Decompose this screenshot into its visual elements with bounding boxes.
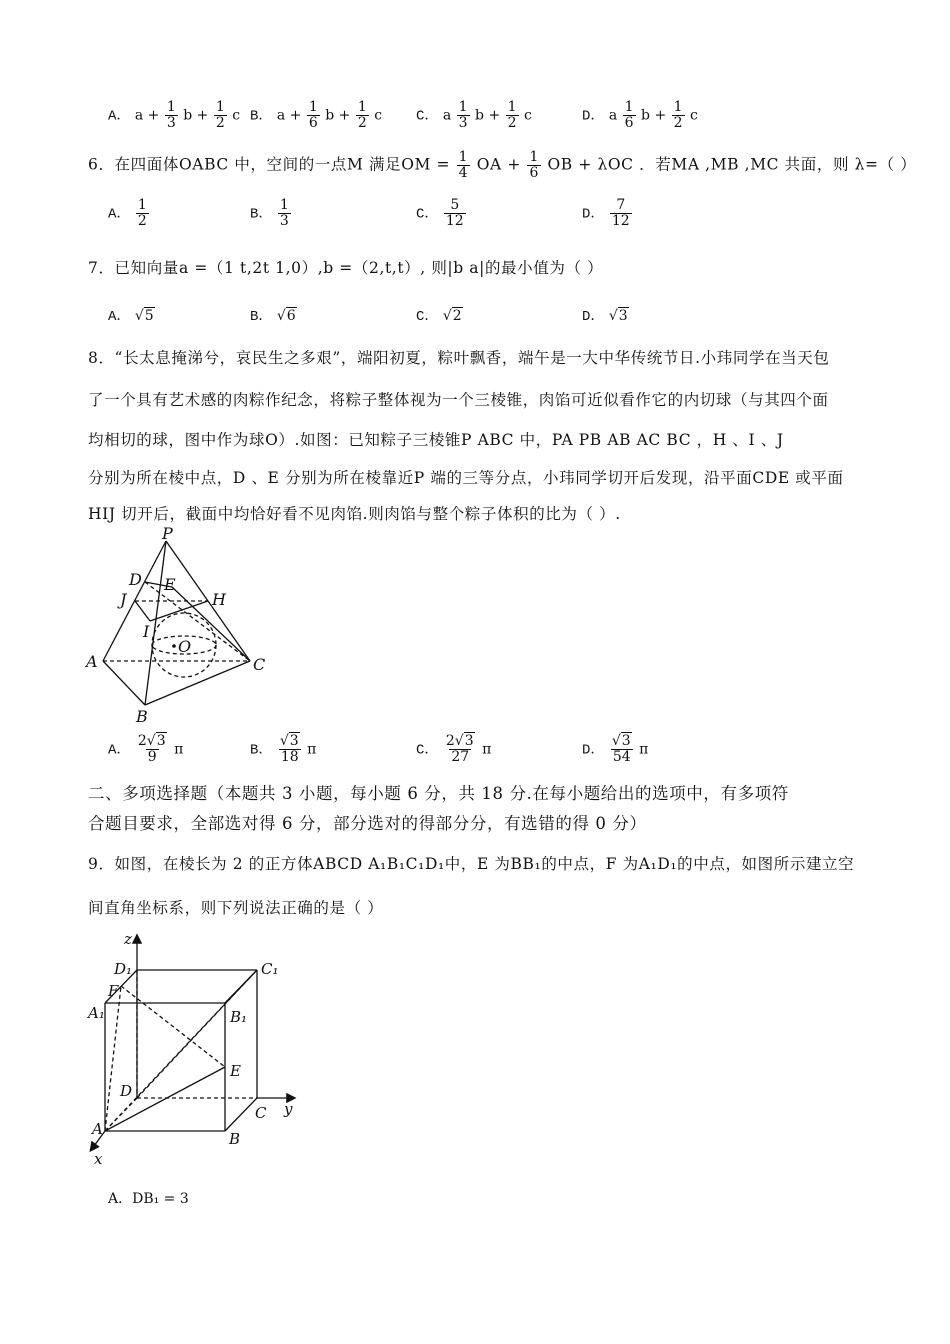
- q8-line-2: 了一个具有艺术感的肉粽作纪念，将粽子整体视为一个三棱锥，肉馅可近似看作它的内切球（与其四个面: [88, 391, 829, 409]
- fraction: $\frac{1}{4}$: [458, 149, 469, 181]
- edge-bc: [145, 661, 250, 705]
- fraction: $\frac{1}{6}$: [624, 99, 634, 131]
- fraction: $\frac{1}{2}$: [215, 99, 225, 131]
- label-b: B: [229, 1130, 241, 1148]
- fraction: $\frac{1}{2}$: [357, 99, 367, 131]
- label-b: B: [136, 707, 148, 726]
- fraction: $\frac{1}{2}$: [673, 99, 683, 131]
- sqrt: √3: [608, 308, 628, 324]
- q8-option-c: C． $\frac{2√3}{27}$ π: [416, 733, 492, 765]
- center-dot: [172, 644, 176, 648]
- fraction: $\frac{2√3}{27}$: [445, 733, 474, 765]
- q8-line-3: 均相切的球，图中作为球O）.如图：已知粽子三棱锥P ABC 中，PA PB AB AC BC ，H 、I 、J: [88, 431, 784, 449]
- q6-stem: 6．在四面体OABC 中，空间的一点M 满足OM = $\frac{1}{4}$ OA + $\frac{1}{6}$ OB + λOC ．若MA ,MB ,MC 共面，则 λ=（ ）: [88, 149, 917, 181]
- label-p: P: [162, 525, 173, 543]
- fraction: $\frac{1}{2}$: [137, 197, 147, 229]
- label-o: O: [178, 637, 192, 656]
- label-h: H: [212, 590, 226, 609]
- label-y: y: [284, 1100, 293, 1118]
- label-c1: C₁: [261, 960, 279, 978]
- label-d1: D₁: [114, 960, 133, 978]
- line-ji: [135, 601, 150, 621]
- section-2-header-line-1: 二、多项选择题（本题共 3 小题，每小题 6 分，共 18 分.在每小题给出的选项中，有多项符: [88, 784, 789, 803]
- q6-option-c: C． $\frac{5}{12}$: [416, 197, 464, 229]
- label-x: x: [94, 1150, 103, 1168]
- section-2-header-line-2: 合题目要求，全部选对得 6 分，部分选对的得部分分，有选错的得 0 分）: [88, 814, 647, 833]
- label-d: D: [120, 1082, 133, 1100]
- sqrt: √6: [276, 308, 296, 324]
- fraction: $\frac{1}{2}$: [507, 99, 517, 131]
- q7-option-c: C． √2: [416, 308, 462, 325]
- q8-line-1: 8．“长太息掩涕兮，哀民生之多艰”，端阳初夏，粽叶飘香，端午是一大中华传统节日.小玮同学在当天包: [88, 349, 830, 367]
- segment-a-f: [105, 986, 121, 1131]
- q6-option-b: B． $\frac{1}{3}$: [250, 197, 289, 229]
- fraction: $\frac{5}{12}$: [445, 197, 464, 229]
- line-ih: [150, 601, 208, 621]
- sqrt: √5: [134, 308, 154, 324]
- q7-option-d: D． √3: [582, 308, 628, 325]
- q8-option-b: B． $\frac{√3}{18}$ π: [250, 733, 317, 765]
- q9-line-2: 间直角坐标系，则下列说法正确的是（ ）: [88, 899, 384, 917]
- label-a: A: [86, 652, 98, 671]
- q5-option-c: C． a $\frac{1}{3}$ b + $\frac{1}{2}$ c: [416, 99, 532, 131]
- fraction: $\frac{1}{6}$: [308, 99, 318, 131]
- label-e: E: [164, 575, 176, 594]
- label-e: E: [230, 1062, 241, 1080]
- line-dc: [145, 582, 250, 661]
- fraction: $\frac{1}{3}$: [166, 99, 176, 131]
- fraction: $\frac{√3}{54}$: [611, 733, 631, 765]
- fraction: $\frac{1}{3}$: [279, 197, 289, 229]
- q9-line-1: 9．如图，在棱长为 2 的正方体ABCD A₁B₁C₁D₁中，E 为BB₁的中点，F 为A₁D₁的中点，如图所示建立空: [88, 855, 855, 873]
- label-f: F: [108, 982, 119, 1000]
- label-z: z: [124, 930, 132, 948]
- fraction: $\frac{1}{3}$: [458, 99, 468, 131]
- label-c: C: [253, 655, 266, 674]
- q8-line-5: HIJ 切开后，截面中均恰好看不见肉馅.则肉馅与整个粽子体积的比为（ ）.: [88, 505, 621, 523]
- label-a: A: [92, 1120, 103, 1138]
- label-d: D: [129, 570, 142, 589]
- label-c: C: [255, 1104, 267, 1122]
- label-j: J: [120, 590, 127, 609]
- fraction: $\frac{1}{6}$: [529, 149, 539, 181]
- q5-option-b: B． a + $\frac{1}{6}$ b + $\frac{1}{2}$ c: [250, 99, 383, 131]
- q6-option-a: A． $\frac{1}{2}$: [108, 197, 147, 229]
- q7-option-a: A． √5: [108, 308, 154, 325]
- q7-option-b: B． √6: [250, 308, 296, 325]
- q5-option-d: D． a $\frac{1}{6}$ b + $\frac{1}{2}$ c: [582, 99, 698, 131]
- cube-figure: [80, 928, 305, 1168]
- label-a1: A₁: [88, 1004, 105, 1022]
- label-i: I: [143, 622, 150, 641]
- q8-line-4: 分别为所在棱中点，D 、E 分别为所在棱靠近P 端的三等分点，小玮同学切开后发现，沿平面CDE 或平面: [88, 469, 844, 487]
- fraction: $\frac{√3}{18}$: [279, 733, 299, 765]
- q8-option-d: D． $\frac{√3}{54}$ π: [582, 733, 649, 765]
- pyramid-figure: [80, 525, 280, 730]
- q9-option-a: A．DB₁ = 3: [108, 1191, 189, 1207]
- fraction: $\frac{7}{12}$: [611, 197, 630, 229]
- q5-option-a: A． a + $\frac{1}{3}$ b + $\frac{1}{2}$ c: [108, 99, 241, 131]
- fraction: $\frac{2√3}{9}$: [137, 733, 166, 765]
- q8-option-a: A． $\frac{2√3}{9}$ π: [108, 733, 184, 765]
- label-b1: B₁: [230, 1008, 248, 1026]
- sqrt: √2: [442, 308, 462, 324]
- edge-ab: [103, 661, 145, 705]
- q6-option-d: D． $\frac{7}{12}$: [582, 197, 630, 229]
- q7-stem: 7．已知向量a =（1 t,2t 1,0）,b =（2,t,t）, 则|b a|的最小值为（ ）: [88, 259, 604, 277]
